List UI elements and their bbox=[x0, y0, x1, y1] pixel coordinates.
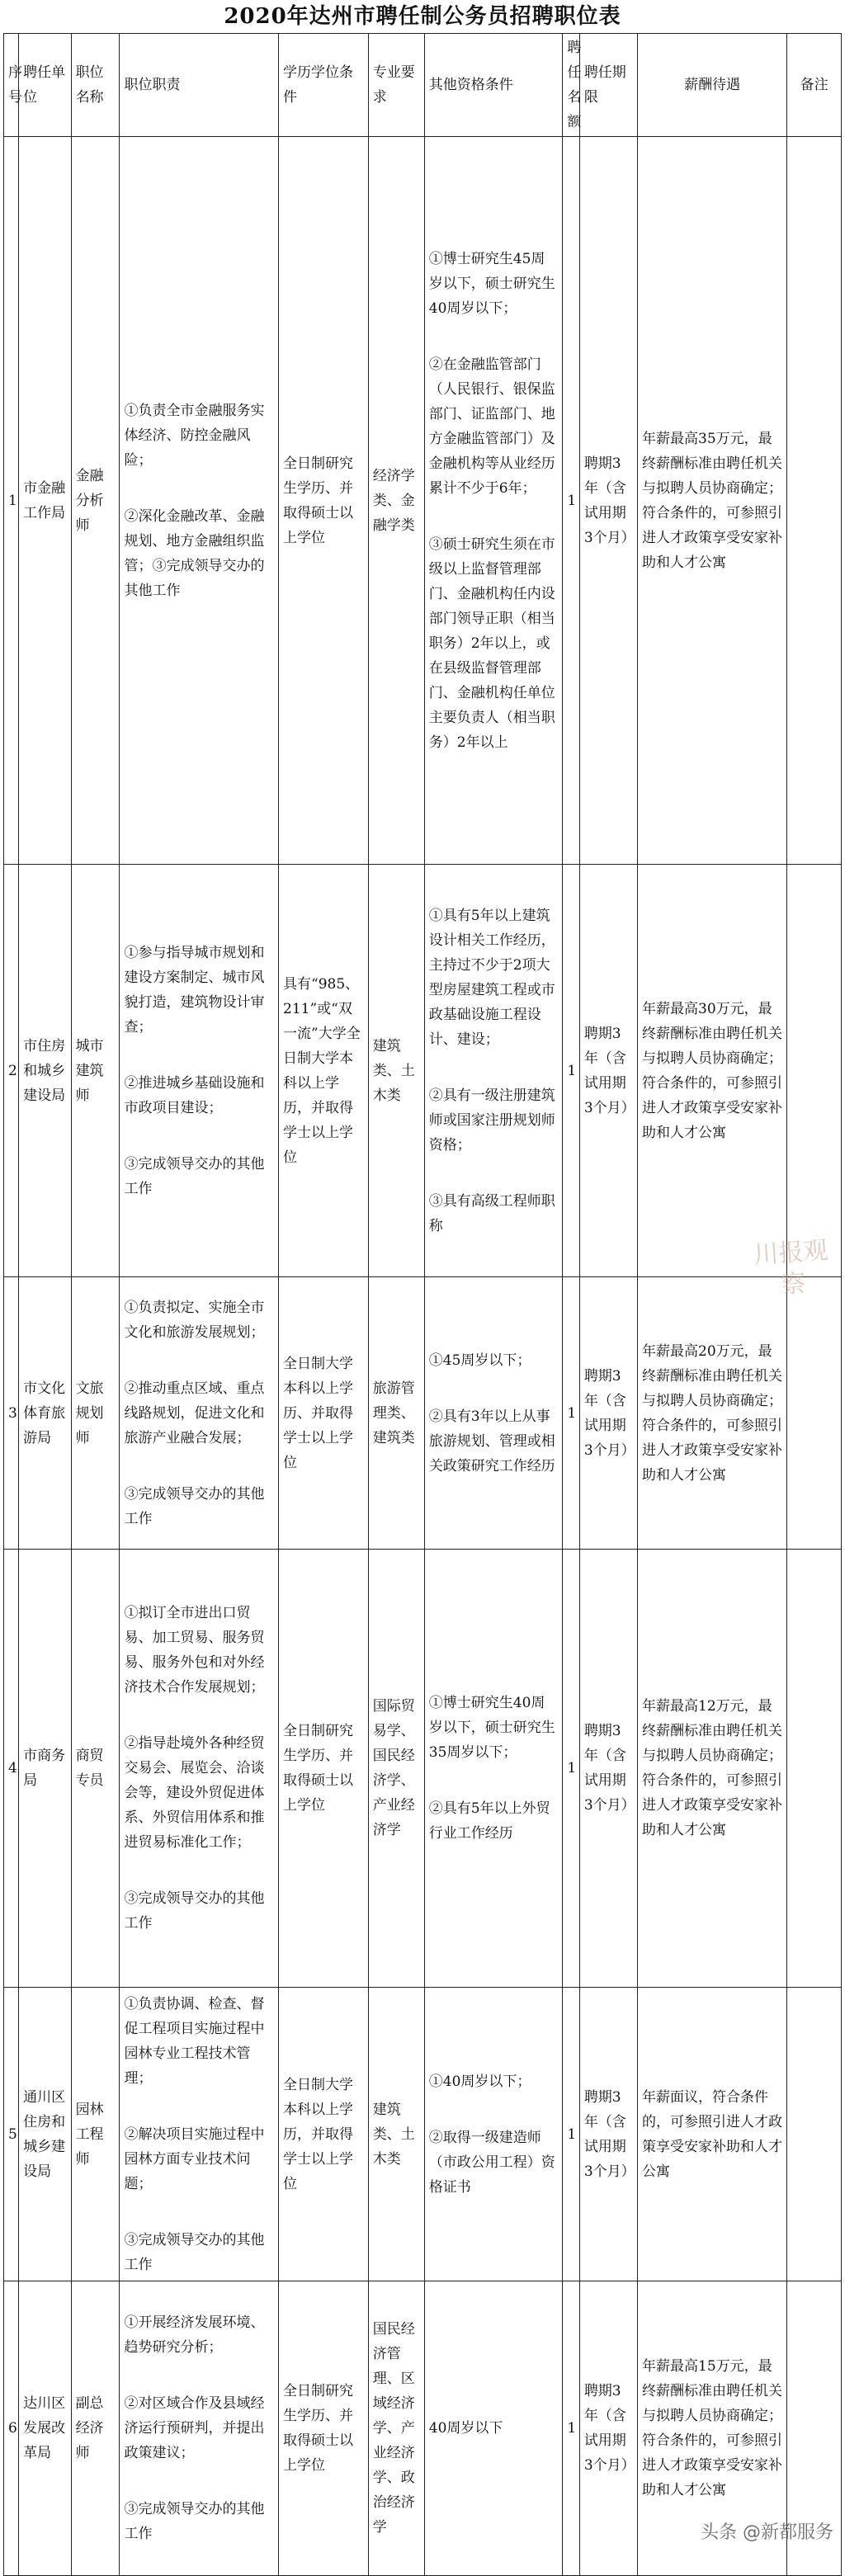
paragraph-gap bbox=[429, 501, 559, 532]
cell-other bbox=[424, 1550, 563, 1988]
header-num: 聘任名额 bbox=[563, 34, 579, 137]
cell-num: 1 bbox=[563, 137, 579, 865]
paragraph-gap bbox=[124, 1700, 274, 1731]
cell-duty-item: ①参与指导城市规划和建设方案制定、城市风貌打造，建筑物设计审查； bbox=[124, 944, 265, 1036]
cell-other-item: ③具有高级工程师职称 bbox=[428, 1192, 555, 1234]
cell-other-item: ②取得一级建造师（市政公用工程）资格证书 bbox=[428, 2129, 555, 2196]
header-row bbox=[4, 34, 842, 137]
paragraph-gap bbox=[124, 2091, 274, 2122]
cell-duty-item: ③完成领导交办的其他工作 bbox=[124, 1485, 265, 1527]
cell-name: 城市建筑师 bbox=[71, 865, 120, 1277]
cell-term: 聘期3年（含试用期3个月） bbox=[579, 137, 637, 865]
cell-duty bbox=[120, 1988, 279, 2281]
cell-note bbox=[787, 865, 842, 1277]
cell-edu: 全日制研究生学历、并取得硕士以上学位 bbox=[279, 2281, 369, 2576]
cell-other bbox=[424, 137, 563, 865]
cell-name: 副总经济师 bbox=[71, 2281, 120, 2576]
cell-other-item: ①博士研究生40周岁以下，硕士研究生35周岁以下； bbox=[428, 1695, 555, 1761]
cell-other-item: ②具有3年以上从事旅游规划、管理或相关政策研究工作经历 bbox=[428, 1408, 555, 1474]
table-row bbox=[4, 1988, 842, 2281]
cell-edu: 具有“985、211”或“双一流”大学全日制大学本科以上学历，并取得学士以上学位 bbox=[279, 865, 369, 1277]
table-row bbox=[4, 137, 842, 865]
recruitment-table bbox=[3, 33, 842, 2576]
cell-other bbox=[424, 1277, 563, 1550]
cell-duty bbox=[120, 2281, 279, 2576]
cell-num: 1 bbox=[563, 1550, 579, 1988]
cell-duty-item: ①拟订全市进出口贸易、加工贸易、服务贸易、服务外包和对外经济技术合作发展规划； bbox=[124, 1605, 265, 1696]
cell-pay: 年薪最高15万元，最终薪酬标准由聘任机关与拟聘人员协商确定；符合条件的，可参照引进人才政策享受安家补助和人才公寓 bbox=[638, 2281, 787, 2576]
paragraph-gap bbox=[124, 1345, 274, 1376]
cell-note bbox=[787, 1550, 842, 1988]
cell-other-item: ②具有5年以上外贸行业工作经历 bbox=[428, 1800, 550, 1842]
cell-duty-item: ①开展经济发展环境、趋势研究分析； bbox=[124, 2314, 265, 2356]
cell-note bbox=[787, 1988, 842, 2281]
cell-unit: 市文化体育旅游局 bbox=[19, 1277, 71, 1550]
cell-name: 金融分析师 bbox=[71, 137, 120, 865]
paragraph-gap bbox=[124, 1121, 274, 1152]
paragraph-gap bbox=[429, 2094, 559, 2125]
header-name: 职位名称 bbox=[71, 34, 120, 137]
cell-duty-item: ①负责协调、检查、督促工程项目实施过程中园林专业工程技术管理； bbox=[124, 1995, 265, 2087]
cell-other-item: ③硕士研究生须在市级以上监督管理部门、金融机构任内设部门领导正职（相当职务）2年以上，或在县级监督管理部门、金融机构任单位主要负责人（相当职务）2年以上 bbox=[428, 535, 555, 751]
cell-name: 园林工程师 bbox=[71, 1988, 120, 2281]
cell-duty-item: ②深化金融改革、金融规划、地方金融组织监管；③完成领导交办的其他工作 bbox=[124, 507, 265, 599]
cell-unit: 市住房和城乡建设局 bbox=[19, 865, 71, 1277]
cell-unit: 市金融工作局 bbox=[19, 137, 71, 865]
header-edu: 学历学位条件 bbox=[279, 34, 369, 137]
cell-num: 1 bbox=[563, 865, 579, 1277]
cell-other bbox=[424, 2281, 563, 2576]
header-note: 备注 bbox=[787, 34, 842, 137]
cell-duty-item: ①负责全市金融服务实体经济、防控金融风险； bbox=[124, 402, 265, 469]
header-term: 聘任期限 bbox=[579, 34, 637, 137]
table-row bbox=[4, 865, 842, 1277]
cell-duty-item: ③完成领导交办的其他工作 bbox=[124, 2501, 265, 2542]
footer-watermark: 头条 @新都服务 bbox=[701, 2522, 833, 2543]
cell-major: 国际贸易学、国民经济学、产业经济学 bbox=[368, 1550, 424, 1988]
cell-note bbox=[787, 1277, 842, 1550]
cell-name: 文旅规划师 bbox=[71, 1277, 120, 1550]
cell-pay: 年薪最高20万元，最终薪酬标准由聘任机关与拟聘人员协商确定；符合条件的，可参照引进人才政策享受安家补助和人才公寓 bbox=[638, 1277, 787, 1550]
cell-major: 建筑类、土木类 bbox=[368, 1988, 424, 2281]
cell-seq: 4 bbox=[4, 1550, 19, 1988]
cell-unit: 市商务局 bbox=[19, 1550, 71, 1988]
cell-duty-item: ②解决项目实施过程中园林方面专业技术问题； bbox=[124, 2125, 265, 2192]
paragraph-gap bbox=[124, 1040, 274, 1071]
cell-num: 1 bbox=[563, 1988, 579, 2281]
cell-other-item: ②具有一级注册建筑师或国家注册规划师资格； bbox=[428, 1087, 555, 1154]
cell-duty-item: ②对区域合作及县域经济运行预研判，并提出政策建议； bbox=[124, 2395, 265, 2461]
cell-term: 聘期3年（含试用期3个月） bbox=[579, 1550, 637, 1988]
paragraph-gap bbox=[124, 2360, 274, 2391]
cell-duty-item: ③完成领导交办的其他工作 bbox=[124, 1890, 265, 1932]
cell-duty-item: ②推进城乡基础设施和市政项目建设； bbox=[124, 1074, 265, 1116]
paragraph-gap bbox=[429, 1765, 559, 1796]
cell-duty bbox=[120, 137, 279, 865]
cell-other bbox=[424, 865, 563, 1277]
table-row bbox=[4, 1277, 842, 1550]
cell-edu: 全日制大学本科以上学历，并取得学士以上学位 bbox=[279, 1988, 369, 2281]
cell-num: 1 bbox=[563, 2281, 579, 2576]
cell-seq: 1 bbox=[4, 137, 19, 865]
cell-duty-item: ③完成领导交办的其他工作 bbox=[124, 1155, 265, 1197]
table-row bbox=[4, 1550, 842, 1988]
cell-edu: 全日制研究生学历、并取得硕士以上学位 bbox=[279, 137, 369, 865]
cell-other-item: ②在金融监管部门（人民银行、银保监部门、证监部门、地方金融监管部门）及金融机构等从业经历累计不少于6年； bbox=[428, 356, 555, 497]
cell-name: 商贸专员 bbox=[71, 1550, 120, 1988]
watermark-stamp: 川报观察 bbox=[753, 1235, 829, 1300]
cell-term: 聘期3年（含试用期3个月） bbox=[579, 865, 637, 1277]
cell-major: 建筑类、土木类 bbox=[368, 865, 424, 1277]
cell-term: 聘期3年（含试用期3个月） bbox=[579, 2281, 637, 2576]
header-unit: 聘任单位 bbox=[19, 34, 71, 137]
cell-duty bbox=[120, 1550, 279, 1988]
cell-duty-item: ①负责拟定、实施全市文化和旅游发展规划； bbox=[124, 1299, 265, 1341]
cell-other-item: ①45周岁以下； bbox=[428, 1352, 531, 1369]
paragraph-gap bbox=[429, 1373, 559, 1404]
paragraph-gap bbox=[124, 1451, 274, 1482]
cell-duty-item: ②指导赴境外各种经贸交易会、展览会、洽谈会等，建设外贸促进体系、外贸信用体系和推进贸易标准化工作； bbox=[124, 1735, 265, 1851]
cell-edu: 全日制研究生学历、并取得硕士以上学位 bbox=[279, 1550, 369, 1988]
paragraph-gap bbox=[429, 1158, 559, 1189]
cell-other bbox=[424, 1988, 563, 2281]
cell-duty-item: ③完成领导交办的其他工作 bbox=[124, 2231, 265, 2273]
cell-major: 经济学类、金融学类 bbox=[368, 137, 424, 865]
cell-seq: 3 bbox=[4, 1277, 19, 1550]
cell-unit: 通川区住房和城乡建设局 bbox=[19, 1988, 71, 2281]
cell-other-item: ①博士研究生45周岁以下，硕士研究生40周岁以下； bbox=[428, 250, 555, 317]
cell-duty-item: ②推动重点区域、重点线路规划，促进文化和旅游产业融合发展； bbox=[124, 1380, 265, 1446]
header-seq: 序号 bbox=[4, 34, 19, 137]
cell-pay: 年薪最高35万元，最终薪酬标准由聘任机关与拟聘人员协商确定；符合条件的，可参照引进人才政策享受安家补助和人才公寓 bbox=[638, 137, 787, 865]
header-other: 其他资格条件 bbox=[424, 34, 563, 137]
header-major: 专业要求 bbox=[368, 34, 424, 137]
cell-seq: 2 bbox=[4, 865, 19, 1277]
cell-num: 1 bbox=[563, 1277, 579, 1550]
paragraph-gap bbox=[124, 2196, 274, 2228]
cell-major: 国民经济管理、区域经济学、产业经济学、政治经济学 bbox=[368, 2281, 424, 2576]
header-duty: 职位职责 bbox=[120, 34, 279, 137]
paragraph-gap bbox=[124, 2465, 274, 2497]
cell-major: 旅游管理类、建筑类 bbox=[368, 1277, 424, 1550]
cell-edu: 全日制大学本科以上学历、并取得学士以上学位 bbox=[279, 1277, 369, 1550]
cell-note bbox=[787, 137, 842, 865]
cell-term: 聘期3年（含试用期3个月） bbox=[579, 1277, 637, 1550]
paragraph-gap bbox=[124, 473, 274, 504]
cell-other-item: 40周岁以下 bbox=[428, 2420, 503, 2437]
cell-other-item: ①具有5年以上建筑设计相关工作经历，主持过不少于2项大型房屋建筑工程或市政基础设施工程设计、建设； bbox=[428, 907, 555, 1048]
paragraph-gap bbox=[124, 1855, 274, 1886]
paragraph-gap bbox=[429, 1052, 559, 1083]
cell-seq: 5 bbox=[4, 1988, 19, 2281]
cell-pay: 年薪最高12万元，最终薪酬标准由聘任机关与拟聘人员协商确定；符合条件的，可参照引进人才政策享受安家补助和人才公寓 bbox=[638, 1550, 787, 1988]
cell-unit: 达川区发展改革局 bbox=[19, 2281, 71, 2576]
cell-seq: 6 bbox=[4, 2281, 19, 2576]
cell-other-item: ①40周岁以下； bbox=[428, 2073, 531, 2090]
header-pay: 薪酬待遇 bbox=[638, 34, 787, 137]
page-title: 2020年达州市聘任制公务员招聘职位表 bbox=[224, 4, 621, 29]
cell-term: 聘期3年（含试用期3个月） bbox=[579, 1988, 637, 2281]
cell-pay: 年薪面议，符合条件的，可参照引进人才政策享受安家补助和人才公寓 bbox=[638, 1988, 787, 2281]
cell-pay: 年薪最高30万元，最终薪酬标准由聘任机关与拟聘人员协商确定；符合条件的，可参照引进人才政策享受安家补助和人才公寓 bbox=[638, 865, 787, 1277]
cell-duty bbox=[120, 865, 279, 1277]
cell-duty bbox=[120, 1277, 279, 1550]
paragraph-gap bbox=[429, 321, 559, 352]
